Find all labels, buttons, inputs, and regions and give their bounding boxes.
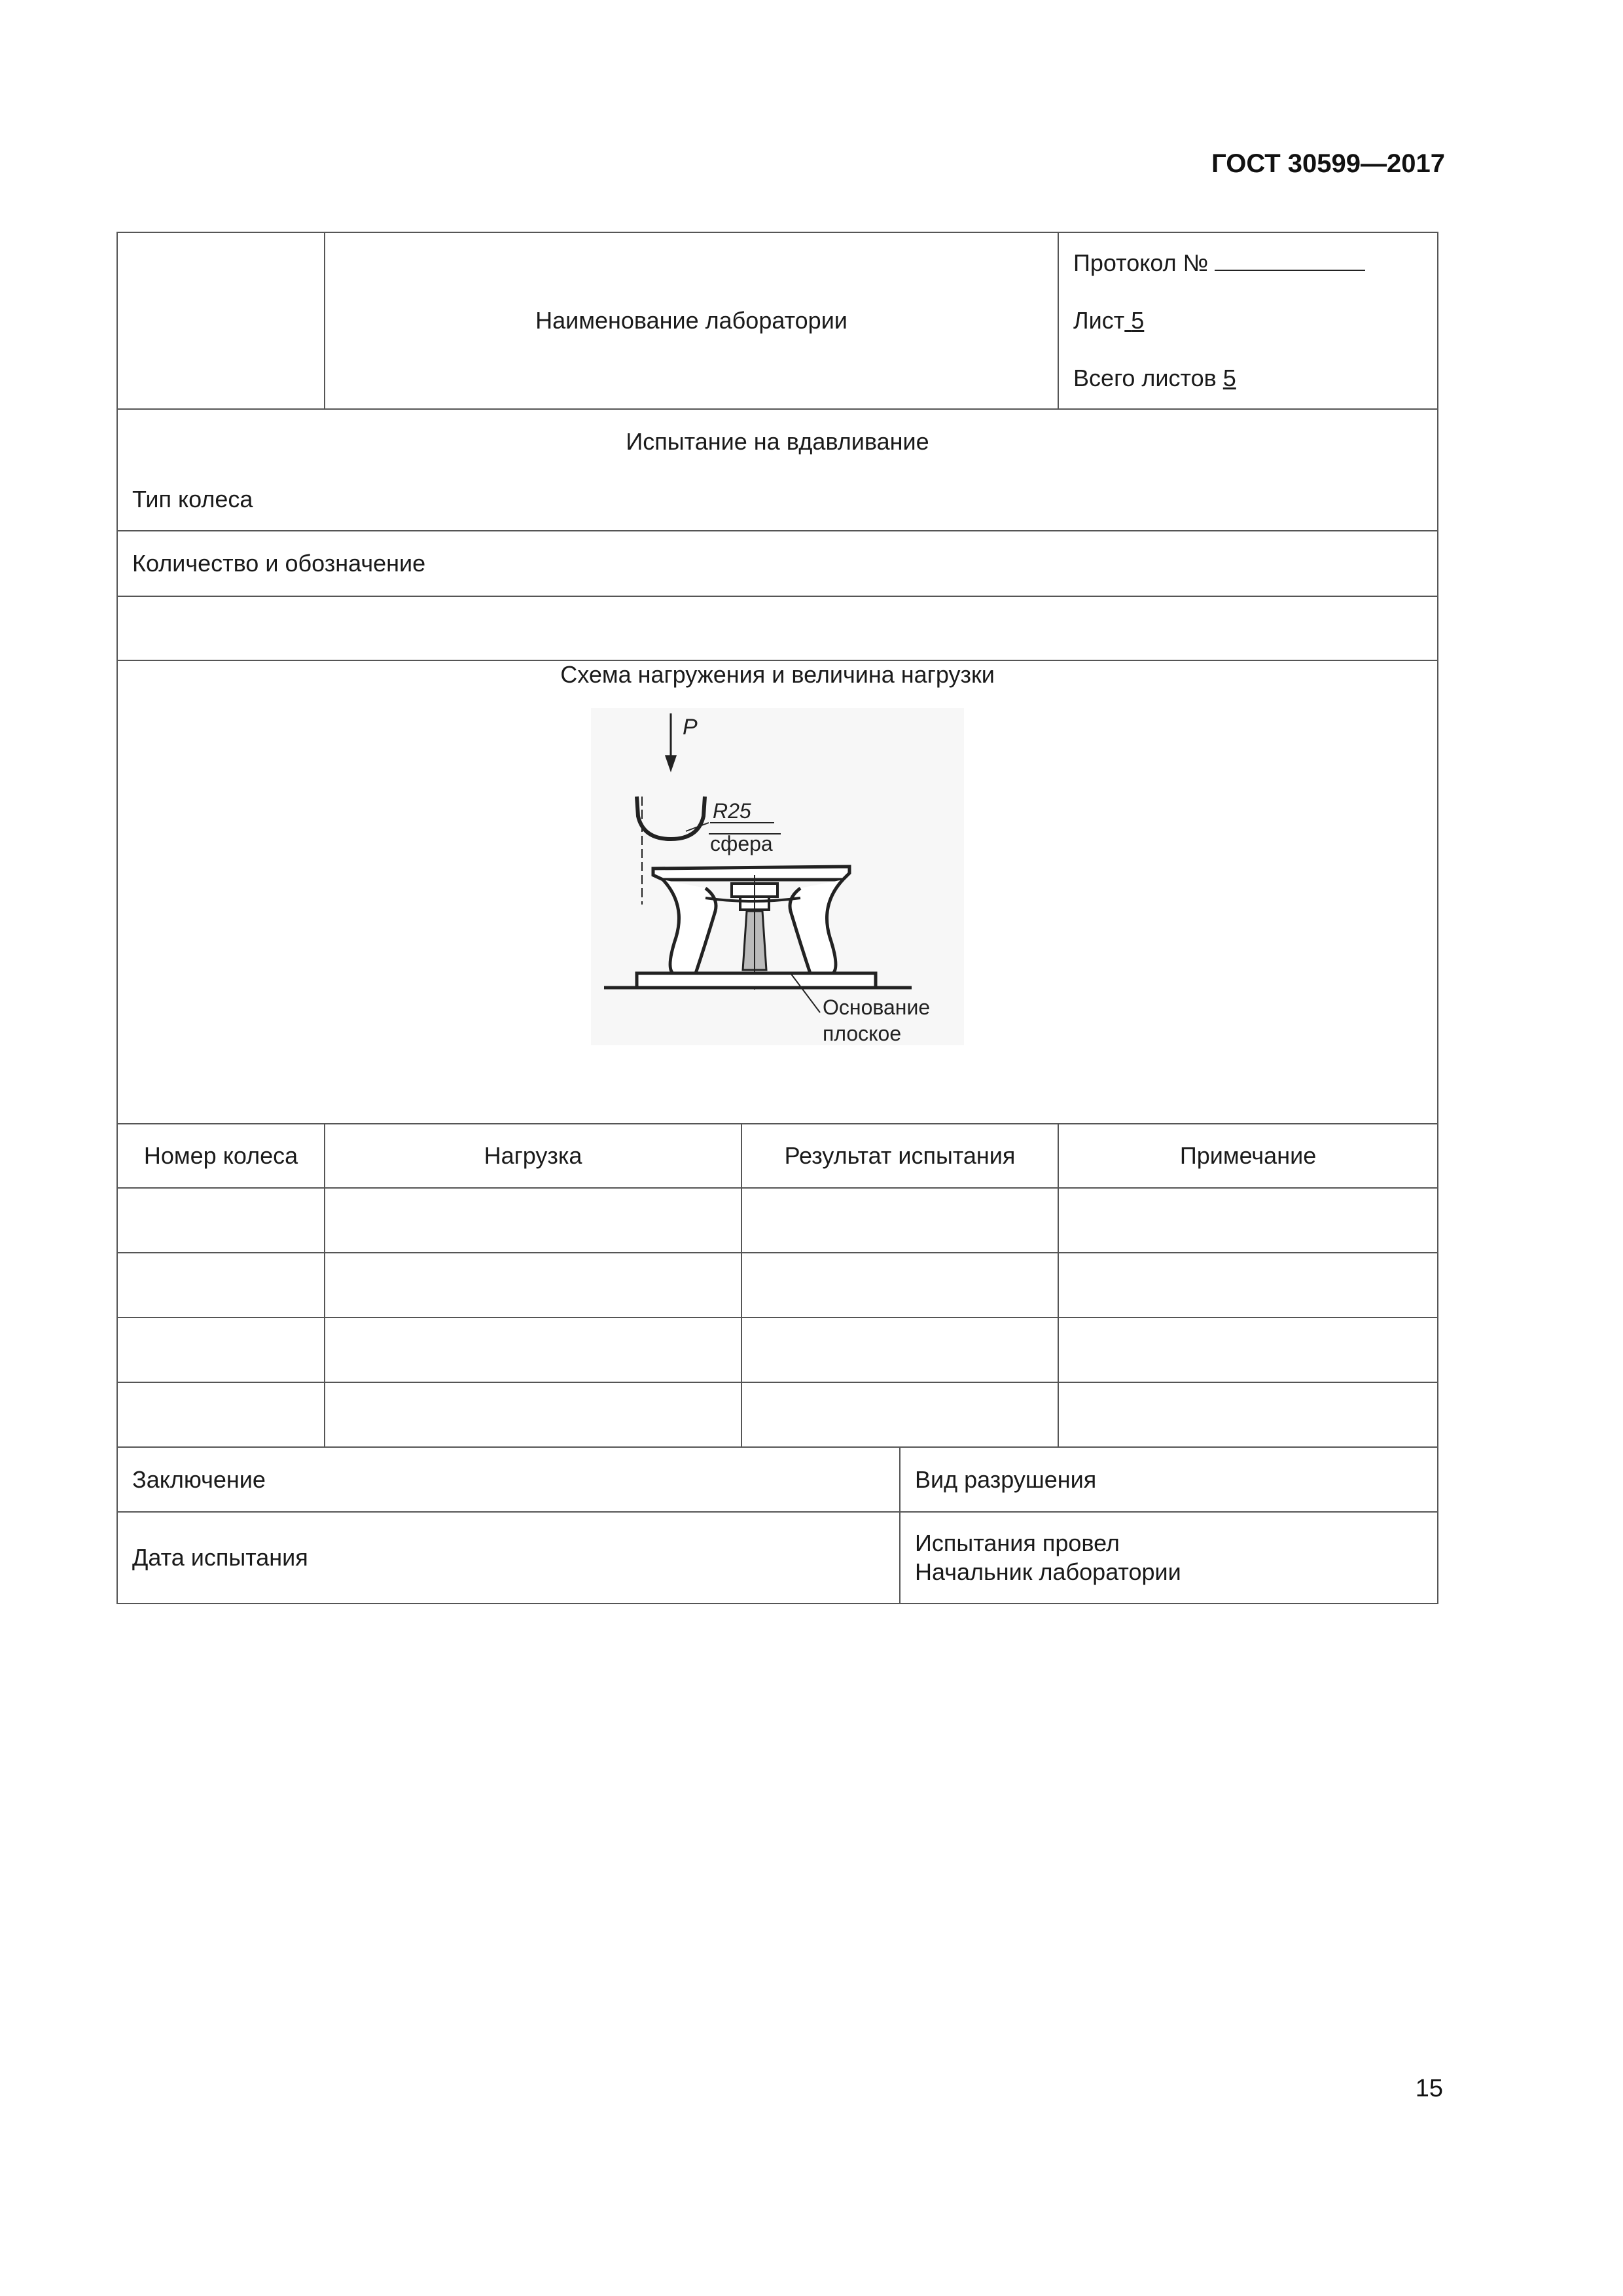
test-date-label: Дата испытания bbox=[132, 1544, 308, 1571]
cell-result[interactable] bbox=[741, 1188, 1058, 1253]
total-sheets-label: Всего листов bbox=[1073, 365, 1217, 391]
base-label-1: Основание bbox=[823, 996, 931, 1019]
cell-load[interactable] bbox=[325, 1318, 741, 1382]
failure-type-label: Вид разрушения bbox=[915, 1465, 1097, 1493]
conclusion-row bbox=[117, 1447, 1438, 1512]
results-row bbox=[117, 1382, 1438, 1447]
logo-cell bbox=[117, 232, 325, 409]
test-date-cell[interactable] bbox=[117, 1512, 900, 1604]
wheel-left-disc bbox=[663, 880, 716, 973]
cell-note[interactable] bbox=[1058, 1253, 1438, 1318]
blank-row bbox=[117, 596, 1438, 660]
base-plate bbox=[637, 973, 876, 988]
lab-name-cell bbox=[325, 232, 1058, 409]
protocol-info-cell bbox=[1058, 232, 1438, 409]
protocol-number-line bbox=[1073, 234, 1423, 292]
conclusion-label: Заключение bbox=[132, 1465, 266, 1493]
cell-wheel-number[interactable] bbox=[117, 1253, 325, 1318]
protocol-label: Протокол № bbox=[1073, 249, 1209, 276]
scheme-title: Схема нагружения и величина нагрузки bbox=[560, 661, 995, 688]
total-sheets-value: 5 bbox=[1222, 365, 1236, 391]
quantity-row bbox=[117, 531, 1438, 596]
sheet-value: 5 bbox=[1131, 307, 1145, 334]
test-type-row bbox=[117, 409, 1438, 531]
cell-load[interactable] bbox=[325, 1253, 741, 1318]
total-sheets-line bbox=[1073, 350, 1423, 407]
blank-cell[interactable] bbox=[117, 596, 1438, 660]
scheme-row bbox=[117, 660, 1438, 1124]
base-label-2: плоское bbox=[823, 1022, 902, 1045]
cell-load[interactable] bbox=[325, 1382, 741, 1447]
conclusion-cell[interactable] bbox=[117, 1447, 900, 1512]
wheel-rim bbox=[653, 867, 849, 880]
sheet-line bbox=[1073, 292, 1423, 350]
signatures-cell[interactable] bbox=[900, 1512, 1438, 1604]
wheel-right-disc bbox=[790, 880, 843, 973]
sphere-label: сфера bbox=[710, 832, 773, 855]
results-row bbox=[117, 1318, 1438, 1382]
cell-note[interactable] bbox=[1058, 1188, 1438, 1253]
load-label: P bbox=[683, 715, 698, 740]
cell-note[interactable] bbox=[1058, 1382, 1438, 1447]
col-note: Примечание bbox=[1058, 1124, 1438, 1188]
cell-result[interactable] bbox=[741, 1318, 1058, 1382]
cell-result[interactable] bbox=[741, 1253, 1058, 1318]
signature-row bbox=[117, 1512, 1438, 1604]
tested-by-label: Испытания провел bbox=[915, 1530, 1120, 1556]
loading-scheme-diagram bbox=[591, 708, 964, 1045]
test-type-cell bbox=[117, 409, 1438, 531]
standard-designation: ГОСТ 30599—2017 bbox=[1211, 149, 1445, 178]
cell-load[interactable] bbox=[325, 1188, 741, 1253]
col-result: Результат испытания bbox=[741, 1124, 1058, 1188]
protocol-number-blank[interactable] bbox=[1215, 246, 1365, 271]
wheel-type-label: Тип колеса bbox=[132, 486, 253, 512]
cell-wheel-number[interactable] bbox=[117, 1188, 325, 1253]
quantity-label: Количество и обозначение bbox=[132, 550, 426, 577]
page-number: 15 bbox=[1415, 2075, 1443, 2102]
quantity-cell bbox=[117, 531, 1438, 596]
load-arrow-head bbox=[665, 755, 677, 772]
cell-result[interactable] bbox=[741, 1382, 1058, 1447]
lab-head-label: Начальник лаборатории bbox=[915, 1558, 1181, 1585]
results-header-row bbox=[117, 1124, 1438, 1188]
lab-name: Наименование лаборатории bbox=[535, 307, 847, 334]
radius-label: R25 bbox=[713, 799, 751, 823]
indenter-shape bbox=[637, 797, 705, 839]
failure-type-cell[interactable] bbox=[900, 1447, 1438, 1512]
test-protocol-form bbox=[116, 232, 1438, 1604]
scheme-cell bbox=[117, 660, 1438, 1124]
lab-header-row bbox=[117, 232, 1438, 409]
results-row bbox=[117, 1188, 1438, 1253]
col-load: Нагрузка bbox=[325, 1124, 741, 1188]
cell-wheel-number[interactable] bbox=[117, 1382, 325, 1447]
col-wheel-number: Номер колеса bbox=[117, 1124, 325, 1188]
results-row bbox=[117, 1253, 1438, 1318]
sheet-label: Лист bbox=[1073, 307, 1125, 334]
cell-wheel-number[interactable] bbox=[117, 1318, 325, 1382]
test-title: Испытание на вдавливание bbox=[626, 428, 929, 455]
cell-note[interactable] bbox=[1058, 1318, 1438, 1382]
